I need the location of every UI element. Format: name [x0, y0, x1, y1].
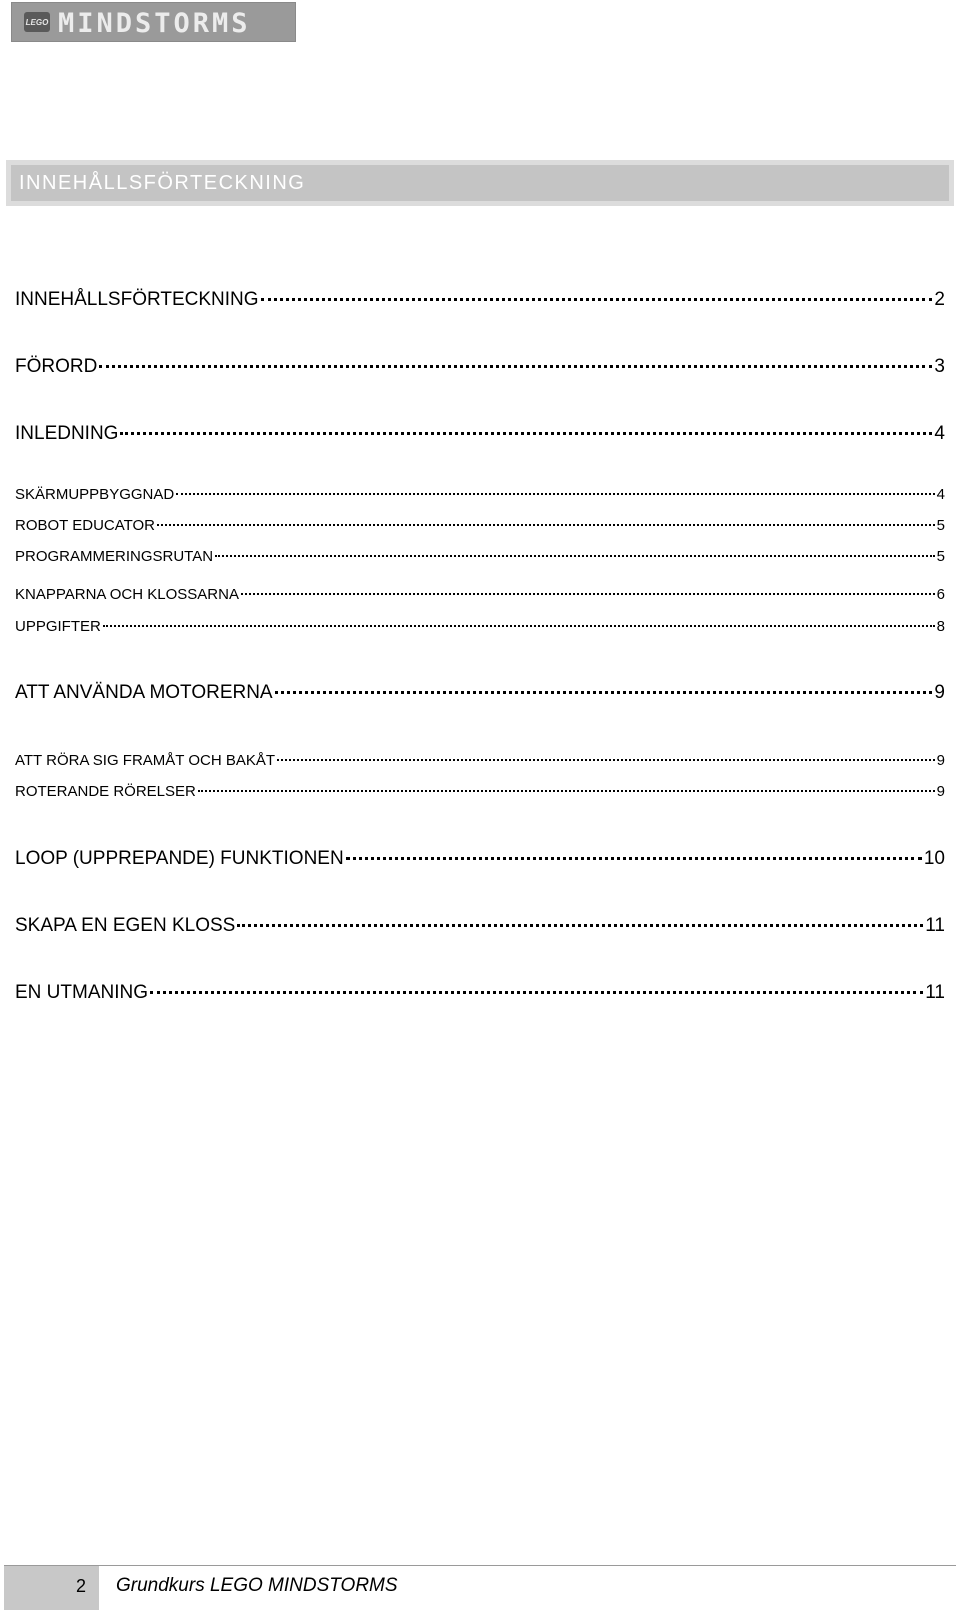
toc-entry-title[interactable]: ROTERANDE RÖRELSER — [15, 783, 196, 800]
toc-entry-title[interactable]: KNAPPARNA OCH KLOSSARNA — [15, 586, 239, 603]
toc-entry-title[interactable]: ATT RÖRA SIG FRAMÅT OCH BAKÅT — [15, 752, 276, 769]
mindstorms-logo — [11, 2, 296, 42]
toc-entry[interactable] — [15, 548, 945, 565]
footer-divider — [4, 1565, 956, 1566]
toc-entry-page[interactable]: 4 — [936, 486, 945, 503]
toc-leader-dots — [346, 857, 922, 860]
toc-entry[interactable] — [15, 752, 945, 769]
toc-entry[interactable] — [15, 618, 945, 635]
toc-entry-title[interactable]: ROBOT EDUCATOR — [15, 517, 156, 534]
toc-entry-page[interactable]: 11 — [925, 915, 945, 936]
toc-entry[interactable] — [15, 682, 945, 704]
toc-leader-dots — [157, 524, 935, 526]
toc-entry[interactable] — [15, 982, 945, 1004]
mindstorms-wordmark: MINDSTORMS — [58, 8, 251, 39]
toc-entry[interactable] — [15, 586, 945, 603]
toc-entry-page[interactable]: 2 — [934, 289, 945, 310]
toc-entry-page[interactable]: 8 — [936, 618, 945, 635]
toc-entry-title[interactable]: INLEDNING — [15, 423, 119, 444]
toc-entry-page[interactable]: 4 — [934, 423, 945, 444]
lego-badge: LEGO — [24, 12, 50, 32]
toc-entry-page[interactable]: 9 — [936, 783, 945, 800]
toc-leader-dots — [150, 991, 923, 994]
toc-leader-dots — [241, 593, 935, 595]
toc-entry-title[interactable]: FÖRORD — [15, 356, 98, 377]
toc-entry-title[interactable]: PROGRAMMERINGSRUTAN — [15, 548, 214, 565]
toc-entry-page[interactable]: 5 — [936, 548, 945, 565]
toc-entry-title[interactable]: EN UTMANING — [15, 982, 148, 1003]
toc-leader-dots — [103, 625, 935, 627]
toc-entry-page[interactable]: 11 — [925, 982, 945, 1003]
toc-entry[interactable] — [15, 517, 945, 534]
section-heading-inner — [11, 165, 949, 201]
toc-leader-dots — [237, 924, 923, 927]
toc-leader-dots — [198, 790, 935, 792]
toc-entry-title[interactable]: SKÄRMUPPBYGGNAD — [15, 486, 175, 503]
footer-title: Grundkurs LEGO MINDSTORMS — [116, 1575, 398, 1596]
toc-entry[interactable] — [15, 783, 945, 800]
toc-entry-title[interactable]: SKAPA EN EGEN KLOSS — [15, 915, 236, 936]
toc-leader-dots — [99, 365, 932, 368]
toc-entry[interactable] — [15, 915, 945, 937]
footer-page-number: 2 — [76, 1576, 87, 1596]
toc-leader-dots — [261, 298, 933, 301]
section-heading-bar — [6, 160, 954, 206]
toc-entry-page[interactable]: 10 — [923, 848, 945, 869]
toc-entry-page[interactable]: 3 — [934, 356, 945, 377]
toc-entry-page[interactable]: 9 — [936, 752, 945, 769]
toc-leader-dots — [215, 555, 935, 557]
toc-entry[interactable] — [15, 848, 945, 870]
toc-entry[interactable] — [15, 289, 945, 311]
toc-entry[interactable] — [15, 423, 945, 445]
toc-leader-dots — [275, 691, 933, 694]
toc-entry[interactable] — [15, 356, 945, 378]
toc-entry-title[interactable]: UPPGIFTER — [15, 618, 101, 635]
toc-entry-page[interactable]: 9 — [934, 682, 945, 703]
toc-entry-title[interactable]: LOOP (UPPREPANDE) FUNKTIONEN — [15, 848, 344, 869]
toc-leader-dots — [277, 759, 935, 761]
toc-entry-title[interactable]: ATT ANVÄNDA MOTORERNA — [15, 682, 273, 703]
toc-entry-page[interactable]: 5 — [936, 517, 945, 534]
toc-leader-dots — [120, 432, 932, 435]
toc-entry[interactable] — [15, 486, 945, 503]
section-heading: INNEHÅLLSFÖRTECKNING — [19, 172, 306, 194]
toc-entry-title[interactable]: INNEHÅLLSFÖRTECKNING — [15, 289, 259, 310]
toc-leader-dots — [176, 493, 934, 495]
toc-entry-page[interactable]: 6 — [936, 586, 945, 603]
